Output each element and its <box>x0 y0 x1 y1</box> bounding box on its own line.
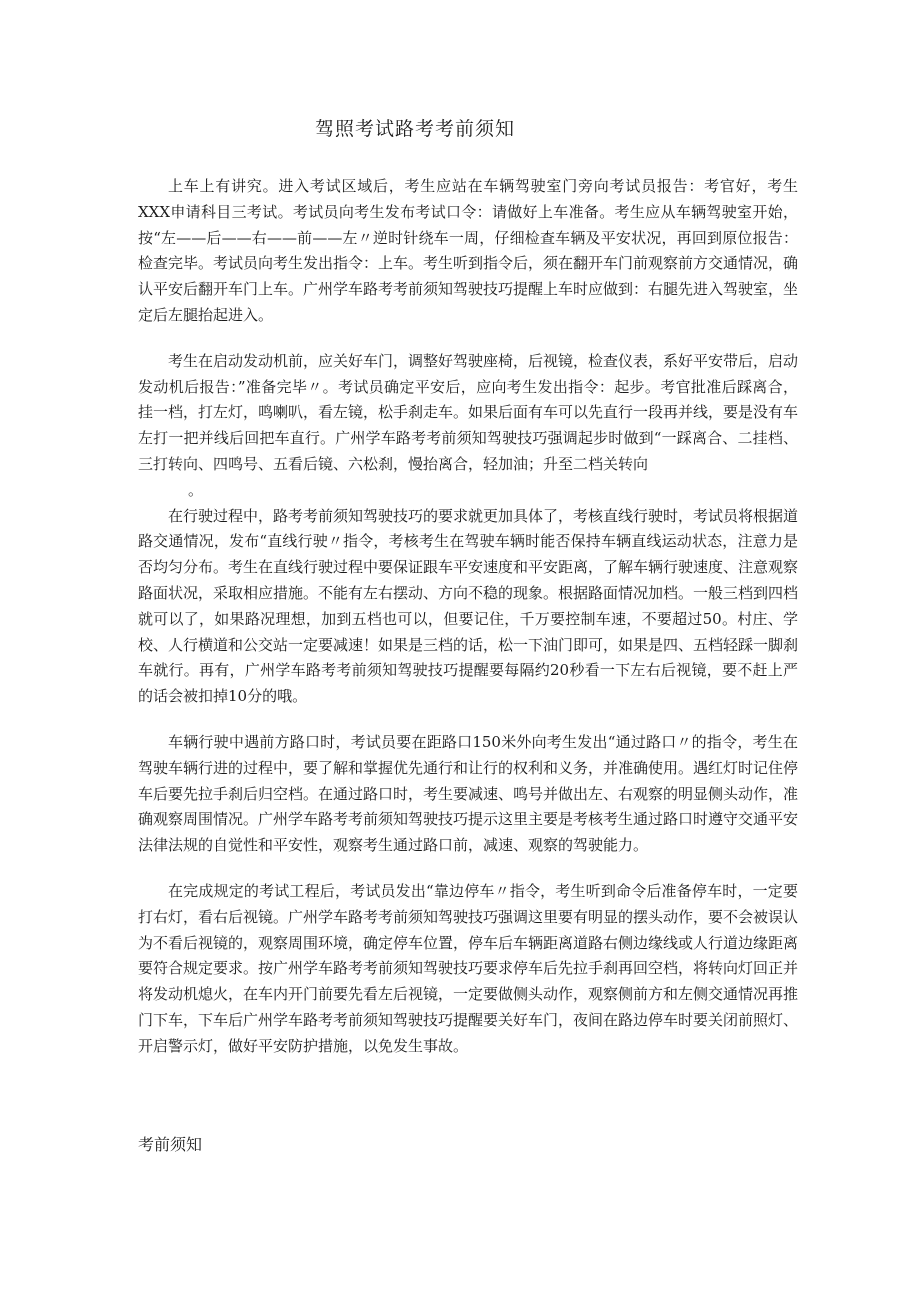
paragraph-starting: 考生在启动发动机前，应关好车门，调整好驾驶座椅，后视镜，检查仪表，系好平安带后，启动发动机后报告：”准备完毕〃。考试员确定平安后，应向考生发出指令：起步。考官批准后踩离合，挂一档，打左灯，鸣喇叭，看左镜，松手刹走车。如果后面有车可以先直行一段再并线，要是没有车左打一把并线后回把车直行。广州学车路考考前须知驾驶技巧强调起步时做到“一踩离合、二挂档、三打转向、四鸣号、五看后镜、六松刹，慢抬离合，轻加油；升至二档关转向 <box>138 351 799 473</box>
document-body <box>138 174 798 1060</box>
footer-label: 考前须知 <box>138 1135 203 1154</box>
stray-period-mark: 。 <box>188 480 204 499</box>
paragraph-pull-over: 在完成规定的考试工程后，考试员发出“靠边停车〃指令，考生听到命令后准备停车时，一定要打右灯，看右后视镜。广州学车路考考前须知驾驶技巧强调这里要有明显的摆头动作，要不会被误认为不看后视镜的，观察周围环境，确定停车位置，停车后车辆距离道路右侧边缘线或人行道边缘距离要符合规定要求。按广州学车路考考前须知驾驶技巧要求停车后先拉手刹再回空档，将转向灯回正并将发动机熄火，在车内开门前要先看左后视镜，一定要做侧头动作，观察侧前方和左侧交通情况再推门下车，下车后广州学车路考考前须知驾驶技巧提醒要关好车门，夜间在路边停车时要关闭前照灯、开启警示灯，做好平安防护措施，以免发生事故。 <box>138 881 799 1055</box>
document-title: 驾照考试路考考前须知 <box>314 118 515 140</box>
paragraph-intersection: 车辆行驶中遇前方路口时，考试员要在距路口150米外向考生发出“通过路口〃的指令，考生在驾驶车辆行进的过程中，要了解和掌握优先通行和让行的权利和义务，并准确使用。遇红灯时记住停车后要先拉手刹后归空档。在通过路口时，考生要减速、鸣号并做出左、右观察的明显侧头动作，准确观察周围情况。广州学车路考考前须知驾驶技巧提示这里主要是考核考生通过路口时遵守交通平安法律法规的自觉性和平安性，观察考生通过路口前，减速、观察的驾驶能力。 <box>138 732 799 855</box>
paragraph-driving: 在行驶过程中，路考考前须知驾驶技巧的要求就更加具体了，考核直线行驶时，考试员将根据道路交通情况，发布“直线行驶〃指令，考核考生在驾驶车辆时能否保持车辆直线运动状态，注意力是否均匀分布。考生在直线行驶过程中要保证跟车平安速度和平安距离，了解车辆行驶速度、注意观察路面状况，采取相应措施。不能有左右摆动、方向不稳的现象。根据路面情况加档。一般三档到四档就可以了，如果路况理想，加到五档也可以，但要记住，千万要控制车速，不要超过50。村庄、学校、人行横道和公交站一定要减速！如果是三档的话，松一下油门即可，如果是四、五档轻踩一脚刹车就行。再有，广州学车路考考前须知驾驶技巧提醒要每隔约20秒看一下左右后视镜，要不赶上严的话会被扣掉10分的哦。 <box>138 506 799 706</box>
paragraph-boarding: 上车上有讲究。进入考试区域后，考生应站在车辆驾驶室门旁向考试员报告：考官好，考生XXX申请科目三考试。考试员向考生发布考试口令：请做好上车准备。考生应从车辆驾驶室开始，按“左——后——右——前——左〃逆时针绕车一周，仔细检查车辆及平安状况，再回到原位报告：检查完毕。考试员向考生发出指令：上车。考生听到指令后，须在翻开车门前观察前方交通情况，确认平安后翻开车门上车。广州学车路考考前须知驾驶技巧提醒上车时应做到：右腿先进入驾驶室，坐定后左腿抬起进入。 <box>138 177 799 324</box>
